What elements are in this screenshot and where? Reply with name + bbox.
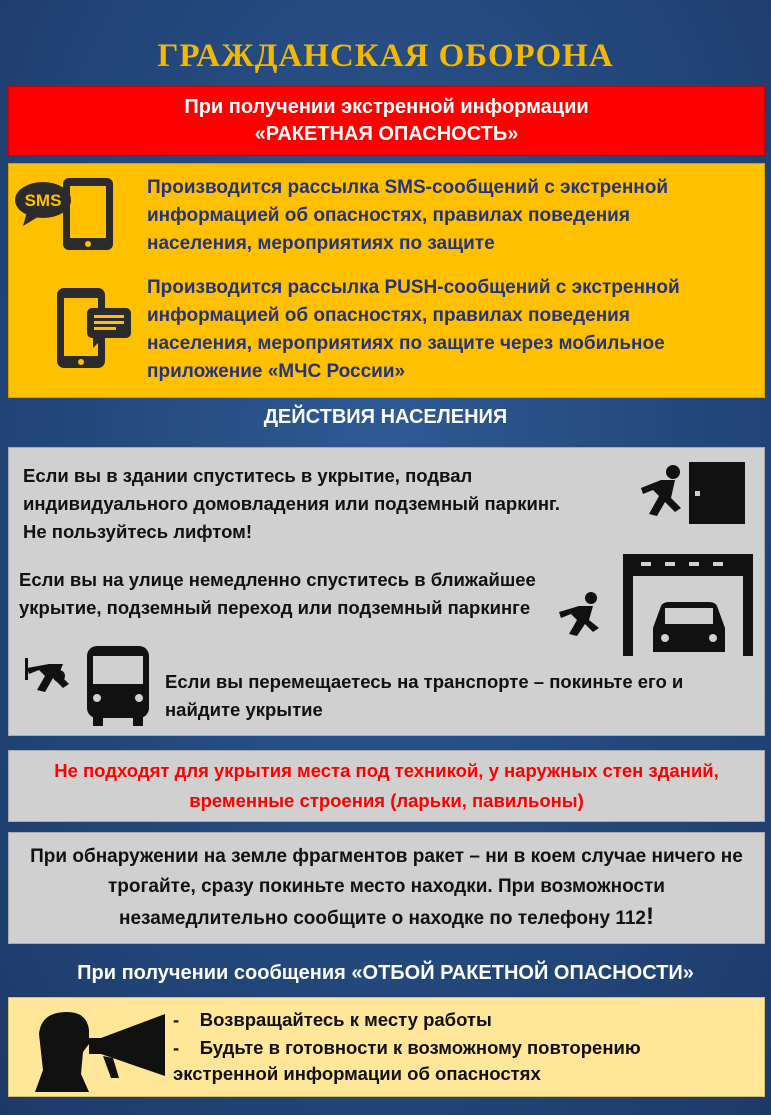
svg-text:SMS: SMS	[24, 191, 62, 210]
sms-phone-icon	[13, 174, 125, 254]
push-notice: Производится рассылка PUSH-сообщений с экстренной информацией об опасностях, правилах поведения населения, мероприятиях по защите через мобильное приложение «МЧС России»	[147, 277, 680, 382]
street-action: Если вы на улице немедленно спуститесь в ближайшее укрытие, подземный переход или подземный паркинге	[19, 569, 536, 618]
fragments-panel	[8, 832, 765, 944]
alert-line-2: «РАКЕТНАЯ ОПАСНОСТЬ»	[254, 123, 519, 145]
sms-notice: Производится рассылка SMS-сообщений с экстренной информацией об опасностях, правилах поведения населения, мероприятиях по защите	[147, 177, 669, 254]
fragments-body: При обнаружении на земле фрагментов ракет – ни в коем случае ничего не трогайте, сразу покиньте место находки. При возможности незамедлительно сообщите о находке по телефону 112	[30, 846, 743, 929]
running-bus-icon	[21, 644, 161, 728]
megaphone-person-icon	[31, 1004, 171, 1092]
fragments-text	[9, 842, 764, 934]
actions-panel	[8, 447, 765, 736]
page-title: ГРАЖДАНСКАЯ ОБОРОНА	[157, 38, 614, 74]
fragments-exclaim: !	[645, 903, 654, 930]
warning-panel	[8, 750, 765, 822]
alert-line-1: При получении экстренной информации	[184, 96, 589, 118]
allclear-panel	[8, 997, 765, 1097]
running-exit-door-icon	[631, 460, 751, 526]
notification-panel	[8, 163, 765, 398]
transport-action: Если вы перемещаетесь на транспорте – покиньте его и найдите укрытие	[165, 671, 684, 720]
allclear-item-3: экстренной информации об опасностях	[173, 1063, 541, 1084]
building-action: Если вы в здании спуститесь в укрытие, подвал индивидуального домовладения или подземный паркинг. Не пользуйтесь лифтом!	[23, 465, 561, 542]
allclear-header: При получении сообщения «ОТБОЙ РАКЕТНОЙ ОПАСНОСТИ»	[77, 962, 694, 984]
actions-header: ДЕЙСТВИЯ НАСЕЛЕНИЯ	[263, 406, 508, 428]
allclear-item-2: - Будьте в готовности к возможному повторению	[173, 1037, 641, 1058]
allclear-item-1: - Возвращайтесь к месту работы	[173, 1009, 492, 1030]
warning-text: Не подходят для укрытия места под техникой, у наружных стен зданий, временные строения (ларьки, павильоны)	[54, 760, 719, 811]
push-tablet-icon	[53, 284, 137, 372]
alert-banner	[8, 86, 765, 156]
running-garage-car-icon	[553, 552, 761, 664]
